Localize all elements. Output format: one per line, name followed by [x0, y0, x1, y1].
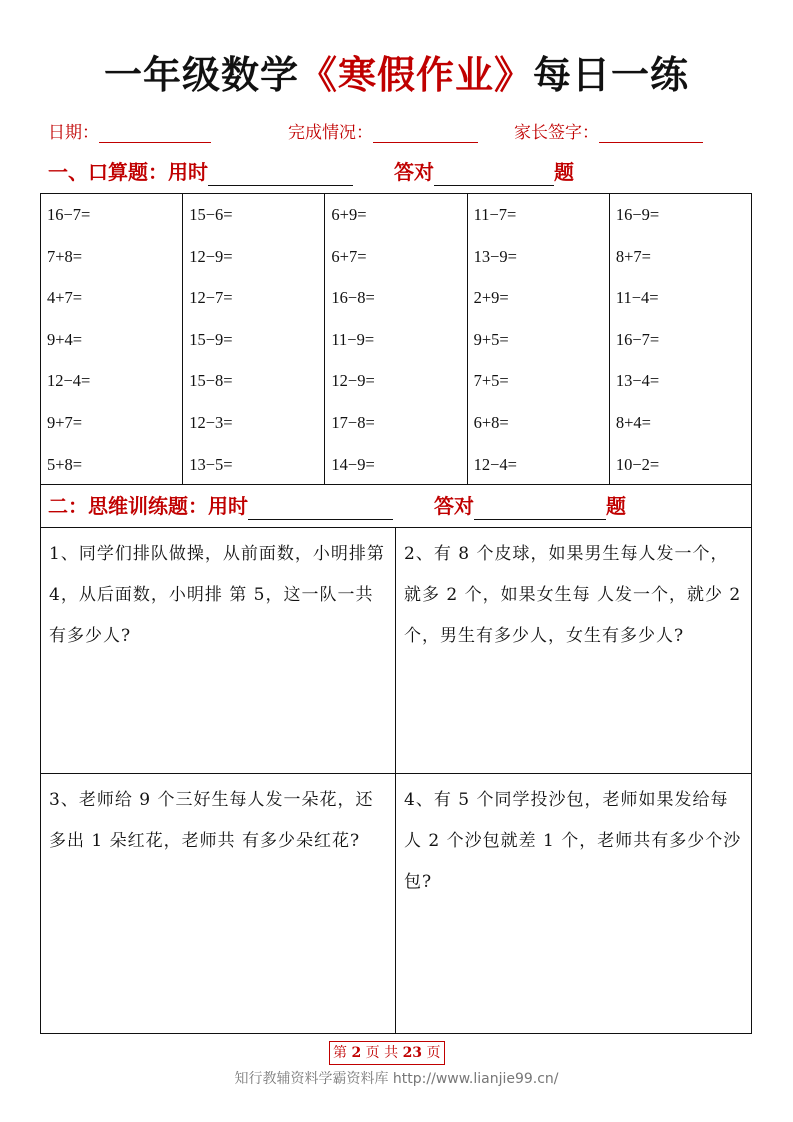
- arithmetic-item: 11−9=: [331, 329, 375, 349]
- arithmetic-item: 6+7=: [331, 246, 367, 266]
- arithmetic-item: 13−9=: [473, 246, 517, 266]
- title-highlight: 《寒假作业》: [298, 53, 533, 97]
- arithmetic-item: 12−4=: [47, 371, 91, 391]
- arithmetic-item: 2+9=: [473, 288, 509, 308]
- page-indicator: [329, 1041, 445, 1065]
- arithmetic-table: [40, 193, 752, 485]
- footer-text: 知行教辅资料学霸资料库 http://www.lianjie99.cn/: [234, 1071, 559, 1087]
- arithmetic-item: 16−7=: [615, 329, 660, 349]
- arithmetic-column: [325, 194, 467, 484]
- section1-label: 一、口算题：用时: [48, 160, 208, 184]
- arithmetic-item: 7+8=: [47, 246, 83, 266]
- arithmetic-item: 11−4=: [615, 288, 659, 308]
- section2-correct-blank[interactable]: [474, 495, 606, 520]
- arithmetic-item: 13−5=: [189, 454, 233, 474]
- word-problem-3: 3、老师给 9 个三好生每人发一朵花，还多出 1 朵红花，老师共 有多少朵红花?: [41, 774, 396, 1033]
- word-problem-1: 1、同学们排队做操，从前面数，小明排第 4，从后面数，小明排 第 5，这一队一共有多少人?: [41, 528, 396, 774]
- section1-correct-blank[interactable]: [434, 161, 554, 186]
- pager-total: 23: [402, 1045, 423, 1061]
- arithmetic-column: [41, 194, 183, 484]
- date-blank[interactable]: [99, 122, 211, 143]
- word-problems-table: [40, 527, 752, 1034]
- arithmetic-item: 5+8=: [47, 454, 83, 474]
- arithmetic-item: 9+7=: [47, 412, 83, 432]
- pager-mid: 页 共: [365, 1045, 399, 1061]
- arithmetic-item: 8+4=: [615, 412, 651, 432]
- arithmetic-item: 12−9=: [331, 371, 375, 391]
- arithmetic-item: 4+7=: [47, 288, 83, 308]
- section2-tail: 题: [605, 494, 626, 518]
- info-row: [48, 118, 748, 146]
- parent-sign-blank[interactable]: [599, 122, 703, 143]
- arithmetic-item: 16−7=: [47, 205, 91, 224]
- arithmetic-item: 13−4=: [615, 371, 660, 391]
- arithmetic-item: 16−9=: [615, 205, 660, 224]
- arithmetic-item: 9+5=: [473, 329, 509, 349]
- pager-current: 2: [351, 1045, 362, 1061]
- arithmetic-item: 14−9=: [331, 454, 375, 474]
- arithmetic-item: 11−7=: [473, 205, 517, 224]
- pager-post: 页: [426, 1045, 441, 1061]
- arithmetic-item: 6+8=: [473, 412, 509, 432]
- arithmetic-item: 16−8=: [331, 288, 375, 308]
- title-prefix: 一年级数学: [103, 53, 299, 97]
- arithmetic-item: 12−7=: [189, 288, 233, 308]
- arithmetic-item: 12−4=: [473, 454, 517, 474]
- section2-time-blank[interactable]: [248, 495, 393, 520]
- section1-time-blank[interactable]: [208, 161, 353, 186]
- arithmetic-item: 15−6=: [189, 205, 233, 224]
- arithmetic-item: 6+9=: [331, 205, 367, 224]
- date-label: 日期：: [48, 123, 99, 143]
- arithmetic-item: 17−8=: [331, 412, 375, 432]
- arithmetic-item: 15−9=: [189, 329, 233, 349]
- arithmetic-column: [468, 194, 610, 484]
- arithmetic-item: 7+5=: [473, 371, 509, 391]
- arithmetic-item: 10−2=: [615, 454, 660, 474]
- section2-header: [48, 492, 626, 520]
- status-blank[interactable]: [373, 122, 478, 143]
- arithmetic-item: 12−3=: [189, 412, 233, 432]
- pager-pre: 第: [333, 1045, 347, 1061]
- arithmetic-item: 9+4=: [47, 329, 83, 349]
- section1-header: [48, 158, 574, 186]
- status-label: 完成情况：: [288, 123, 373, 143]
- arithmetic-item: 15−8=: [189, 371, 233, 391]
- arithmetic-column: [183, 194, 325, 484]
- page-title: [0, 50, 793, 100]
- word-problem-2: 2、有 8 个皮球，如果男生每人发一个，就多 2 个，如果女生每 人发一个，就少 2 个，男生有多少人，女生有多少人?: [396, 528, 751, 774]
- section2-label: 二：思维训练题：用时: [48, 494, 248, 518]
- arithmetic-column: [610, 194, 751, 484]
- parent-sign-label: 家长签字：: [514, 123, 599, 143]
- section2-correct-label: 答对: [433, 494, 474, 518]
- section1-correct-label: 答对: [393, 160, 434, 184]
- title-suffix: 每日一练: [533, 53, 690, 97]
- section1-tail: 题: [553, 160, 574, 184]
- arithmetic-item: 12−9=: [189, 246, 233, 266]
- word-problem-4: 4、有 5 个同学投沙包，老师如果发给每人 2 个沙包就差 1 个，老师共有多少个沙包?: [404, 790, 742, 892]
- arithmetic-item: 8+7=: [615, 246, 651, 266]
